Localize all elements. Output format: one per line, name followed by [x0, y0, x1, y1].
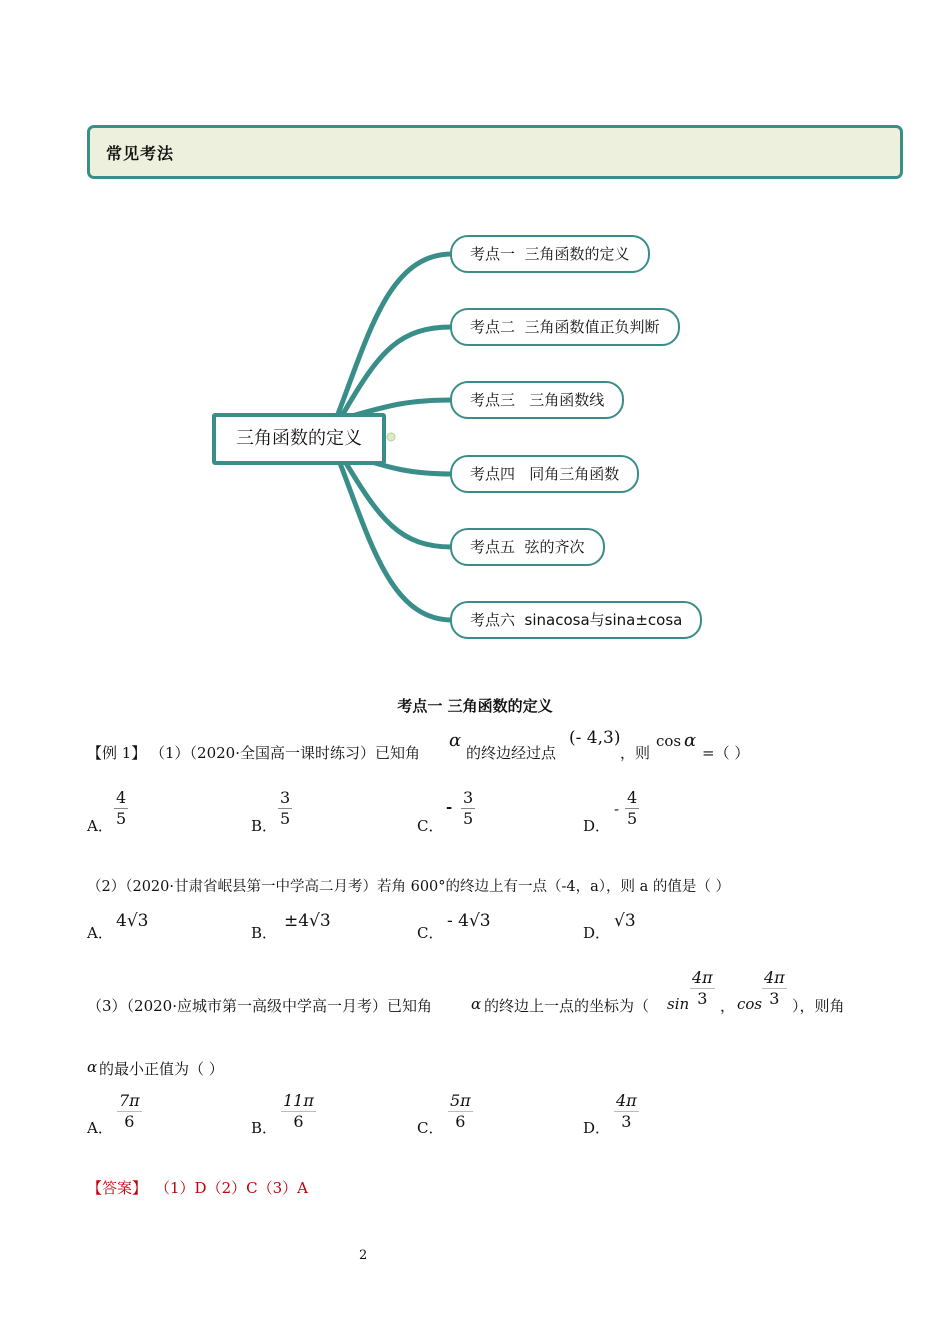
- q1-option-d-letter: D．: [583, 817, 611, 835]
- q1-option-c-fraction: [461, 788, 475, 829]
- q1-option-d-fraction: [625, 788, 639, 829]
- q3-line2-alpha: α: [87, 1058, 98, 1076]
- q3-sin-den: 3: [697, 989, 708, 1008]
- mindmap-node-2: 考点二 三角函数值正负判断: [450, 308, 680, 346]
- page-number: 2: [359, 1248, 368, 1263]
- q1-option-c-sign: -: [446, 798, 453, 816]
- q2-option-a-value: 4√3: [116, 911, 149, 931]
- q1-point: (- 4,3): [569, 728, 621, 748]
- q3-option-d-letter: D．: [583, 1119, 611, 1137]
- q2-option-b-letter: B．: [251, 924, 278, 942]
- example-label: 【例 1】: [87, 744, 147, 762]
- q2-text: （2）（2020·甘肃省岷县第一中学高二月考）若角 600°的终边上有一点（-4，a），则 a 的值是（ ）: [87, 879, 731, 895]
- q3-sin: sin: [667, 995, 690, 1013]
- answer-text: （1）D（2）C（3）A: [155, 1179, 308, 1197]
- q3-prefix: （3）（2020·应城市第一高级中学高一月考）已知角: [87, 997, 432, 1015]
- q1-then: ，则: [620, 744, 651, 762]
- q3-option-b-fraction: [281, 1091, 316, 1132]
- q1-cos: cos: [656, 732, 682, 750]
- q1-prefix: （1）（2020·全国高一课时练习）已知角: [150, 744, 420, 762]
- mindmap-node-3: 考点三 三角函数线: [450, 381, 624, 419]
- q3-option-a-fraction: [117, 1091, 142, 1132]
- q3-option-c-fraction: [448, 1091, 473, 1132]
- mindmap-node-1: 考点一 三角函数的定义: [450, 235, 650, 273]
- mindmap-node-6: 考点六 sinacosa与sina±cosa: [450, 601, 702, 639]
- q3-option-d-den: 3: [621, 1112, 632, 1131]
- q2-option-d-letter: D．: [583, 924, 611, 942]
- q3-mid: 的终边上一点的坐标为（: [484, 997, 650, 1015]
- q1-eq: =（ ）: [702, 744, 750, 762]
- q1-option-b-letter: B．: [251, 817, 278, 835]
- q3-suffix: ），则角: [792, 997, 845, 1015]
- q1-option-b-fraction: [278, 788, 292, 829]
- q3-cos-den: 3: [769, 989, 780, 1008]
- q2-option-c-value: - 4√3: [447, 911, 491, 931]
- answer-label: 【答案】: [87, 1179, 148, 1197]
- q1-option-b-num: 3: [280, 788, 291, 807]
- mindmap-root: 三角函数的定义: [212, 413, 386, 465]
- q3-alpha: α: [471, 995, 482, 1013]
- q1-option-c-num: 3: [463, 788, 474, 807]
- q2-option-a-letter: A．: [87, 924, 113, 942]
- mindmap-node-5: 考点五 弦的齐次: [450, 528, 605, 566]
- section-title: 考点一 三角函数的定义: [397, 697, 553, 715]
- q1-option-d-den: 5: [627, 809, 638, 828]
- q1-option-b-den: 5: [280, 809, 291, 828]
- q3-cos-fraction: [762, 968, 787, 1009]
- q3-option-c-den: 6: [455, 1112, 466, 1131]
- q3-sin-num: 4π: [692, 968, 713, 987]
- q3-option-c-letter: C．: [417, 1119, 444, 1137]
- mindmap-node-4: 考点四 同角三角函数: [450, 455, 639, 493]
- section-header-title: 常见考法: [106, 144, 175, 163]
- q3-option-d-fraction: [614, 1091, 639, 1132]
- q3-sin-fraction: [690, 968, 715, 1009]
- q3-option-a-num: 7π: [119, 1091, 140, 1110]
- root-connector-dot: [387, 433, 395, 441]
- q1-mid: 的终边经过点: [466, 744, 557, 762]
- q3-option-b-letter: B．: [251, 1119, 278, 1137]
- q1-alpha: α: [449, 730, 462, 751]
- q3-option-c-num: 5π: [450, 1091, 471, 1110]
- q1-option-a-fraction: [114, 788, 128, 829]
- q2-option-c-letter: C．: [417, 924, 444, 942]
- q1-option-a-num: 4: [116, 788, 127, 807]
- q3-option-d-num: 4π: [616, 1091, 637, 1110]
- q3-option-a-letter: A．: [87, 1119, 113, 1137]
- q3-comma: ，: [720, 997, 736, 1015]
- q3-cos: cos: [737, 995, 763, 1013]
- q3-option-b-num: 11π: [283, 1091, 314, 1110]
- q1-option-c-letter: C．: [417, 817, 444, 835]
- q3-option-a-den: 6: [124, 1112, 135, 1131]
- q1-option-d-sign: -: [614, 800, 620, 818]
- q1-option-a-letter: A．: [87, 817, 113, 835]
- q1-option-d-num: 4: [627, 788, 638, 807]
- q1-option-a-den: 5: [116, 809, 127, 828]
- q1-cos-alpha: α: [684, 730, 697, 751]
- q3-option-b-den: 6: [293, 1112, 304, 1131]
- q2-option-d-value: √3: [614, 911, 636, 931]
- q3-cos-num: 4π: [764, 968, 785, 987]
- q1-option-c-den: 5: [463, 809, 474, 828]
- q2-option-b-value: ±4√3: [284, 911, 331, 931]
- q3-line2: 的最小正值为（ ）: [99, 1060, 224, 1078]
